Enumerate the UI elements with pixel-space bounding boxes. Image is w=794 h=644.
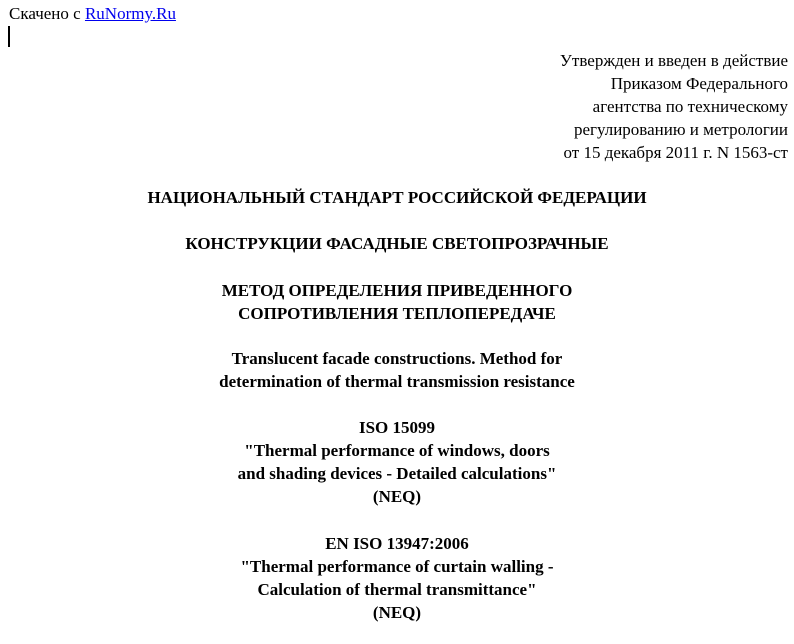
reference-title-line: "Thermal performance of windows, doors (244, 441, 550, 460)
reference-code: EN ISO 13947:2006 (325, 534, 469, 553)
approval-block (560, 49, 788, 164)
reference-iso-15099 (0, 416, 794, 508)
english-title-line: Translucent facade constructions. Method for (231, 349, 563, 368)
reference-en-iso-13947 (0, 532, 794, 624)
reference-degree: (NEQ) (372, 487, 422, 506)
english-title (0, 347, 794, 393)
standard-subtitle (0, 279, 794, 325)
reference-degree: (NEQ) (372, 603, 422, 622)
approval-line: агентства по техническому (592, 97, 788, 116)
standard-type-heading (0, 186, 794, 209)
approval-line: регулированию и метрологии (573, 120, 788, 139)
approval-line: Приказом Федерального (610, 74, 788, 93)
subtitle-line: СОПРОТИВЛЕНИЯ ТЕПЛОПЕРЕДАЧЕ (238, 304, 556, 323)
reference-title-line: and shading devices - Detailed calculations" (237, 464, 557, 483)
runormy-link[interactable]: RuNormy.Ru (84, 4, 176, 23)
text-cursor (8, 26, 10, 47)
download-source-label: Скачено с (9, 4, 85, 23)
reference-code: ISO 15099 (358, 418, 436, 437)
approval-line: от 15 декабря 2011 г. N 1563-ст (563, 143, 788, 162)
approval-line: Утвержден и введен в действие (559, 51, 788, 70)
download-source-line (9, 4, 176, 24)
subtitle-line: МЕТОД ОПРЕДЕЛЕНИЯ ПРИВЕДЕННОГО (221, 281, 573, 300)
reference-title-line: Calculation of thermal transmittance" (257, 580, 537, 599)
standard-title-text: КОНСТРУКЦИИ ФАСАДНЫЕ СВЕТОПРОЗРАЧНЫЕ (185, 234, 609, 253)
english-title-line: determination of thermal transmission resistance (219, 372, 575, 391)
standard-title-heading (0, 232, 794, 255)
reference-title-line: "Thermal performance of curtain walling - (240, 557, 554, 576)
standard-type-text: НАЦИОНАЛЬНЫЙ СТАНДАРТ РОССИЙСКОЙ ФЕДЕРАЦИИ (147, 188, 647, 207)
